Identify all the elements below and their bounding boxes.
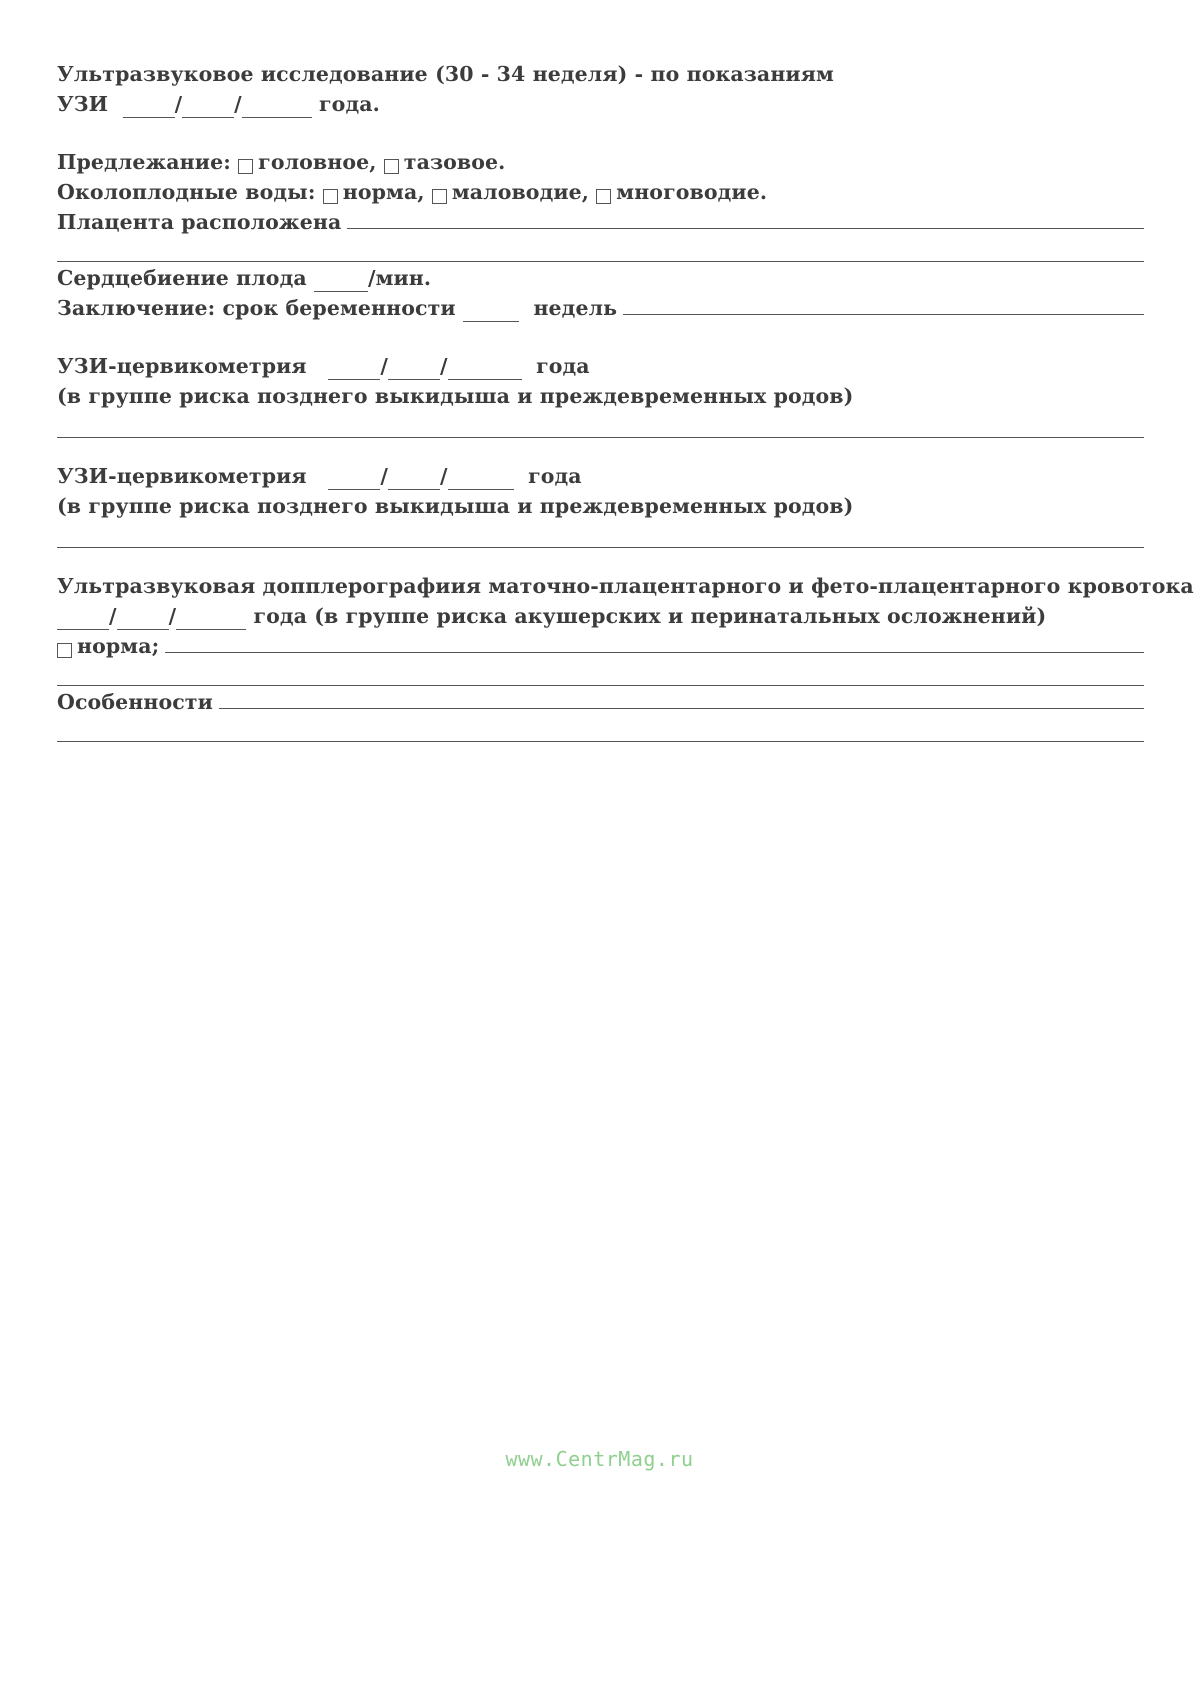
notes-field[interactable] — [219, 708, 1144, 709]
conclusion-label: Заключение: срок беременности — [57, 296, 456, 320]
day-blank[interactable] — [328, 489, 380, 490]
option-polyhydramnios: многоводие. — [616, 180, 768, 204]
date-separator: / — [234, 92, 242, 116]
checkbox-breech[interactable] — [384, 159, 399, 174]
checkbox-oligohydramnios[interactable] — [432, 189, 447, 204]
checkbox-polyhydramnios[interactable] — [596, 189, 611, 204]
date-separator: / — [174, 92, 183, 116]
checkbox-norm[interactable] — [323, 189, 338, 204]
year-label: года — [536, 354, 590, 378]
doppler-norm-label: норма; — [77, 634, 160, 658]
option-head: головное, — [258, 150, 377, 174]
us-exam-title: Ультразвуковое исследование (30 - 34 неделя) - по показаниям — [57, 62, 834, 86]
doppler-heading-line — [57, 568, 1194, 598]
cervicometry-note — [57, 378, 1144, 408]
option-oligohydramnios: маловодие, — [451, 180, 590, 204]
placenta-field[interactable] — [347, 228, 1144, 229]
us-date-label: УЗИ — [57, 92, 109, 116]
doppler-year-note: года (в группе риска акушерских и перинатальных осложнений) — [253, 604, 1047, 628]
month-blank[interactable] — [182, 117, 234, 118]
cervicometry-label: УЗИ-цервикометрия — [57, 354, 307, 378]
month-blank[interactable] — [388, 379, 440, 380]
cervicometry-label: УЗИ-цервикометрия — [57, 464, 307, 488]
presentation-label: Предлежание: — [57, 150, 231, 174]
day-blank[interactable] — [328, 379, 380, 380]
cervicometry-line: УЗИ-цервикометрия / / года — [57, 464, 582, 488]
doppler-date-line: / / года (в группе риска акушерских и перинатальных осложнений) — [57, 598, 1144, 628]
checkbox-head[interactable] — [238, 159, 253, 174]
cervicometry-note — [57, 488, 1144, 518]
term-weeks-blank[interactable] — [463, 321, 519, 322]
amniotic-line — [57, 174, 1144, 204]
year-suffix: года. — [319, 92, 380, 116]
risk-note: (в группе риска позднего выкидыша и преждевременных родов) — [57, 494, 854, 518]
year-blank[interactable] — [448, 379, 522, 380]
doppler-heading: Ультразвуковая допплерографиия маточно-плацентарного и фето-плацентарного кровотока — [57, 574, 1194, 598]
us-date-line — [57, 86, 1144, 116]
presentation-line — [57, 144, 1144, 174]
risk-note: (в группе риска позднего выкидыша и преждевременных родов) — [57, 384, 854, 408]
cervicometry-line: УЗИ-цервикометрия / / года — [57, 354, 590, 378]
notes-line — [57, 686, 1144, 714]
heartbeat-line — [57, 262, 1144, 290]
placenta-label: Плацента расположена — [57, 210, 342, 234]
option-norm: норма, — [342, 180, 425, 204]
checkbox-doppler-norm[interactable] — [57, 643, 72, 658]
watermark: www.CentrMag.ru — [505, 1447, 694, 1471]
amniotic-label: Околоплодные воды: — [57, 180, 316, 204]
year-blank[interactable] — [176, 629, 246, 630]
year-label: года — [528, 464, 582, 488]
us-exam-heading — [57, 56, 1144, 86]
year-blank[interactable] — [448, 489, 514, 490]
year-blank[interactable] — [242, 117, 312, 118]
placenta-line — [57, 204, 1144, 234]
conclusion-line — [57, 290, 1144, 320]
day-blank[interactable] — [123, 117, 175, 118]
weeks-label: недель — [533, 296, 618, 320]
heartbeat-unit: /мин. — [367, 266, 432, 290]
notes-field-continuation[interactable] — [57, 741, 1144, 742]
day-blank[interactable] — [57, 629, 109, 630]
option-breech: тазовое. — [403, 150, 506, 174]
conclusion-field[interactable] — [623, 314, 1144, 315]
month-blank[interactable] — [388, 489, 440, 490]
doppler-field[interactable] — [165, 652, 1144, 653]
heartbeat-label: Сердцебиение плода — [57, 266, 307, 290]
month-blank[interactable] — [117, 629, 169, 630]
doppler-norm-line — [57, 628, 1144, 658]
heartbeat-blank[interactable] — [314, 291, 368, 292]
notes-label: Особенности — [57, 690, 213, 714]
ultrasound-form — [57, 56, 1194, 742]
